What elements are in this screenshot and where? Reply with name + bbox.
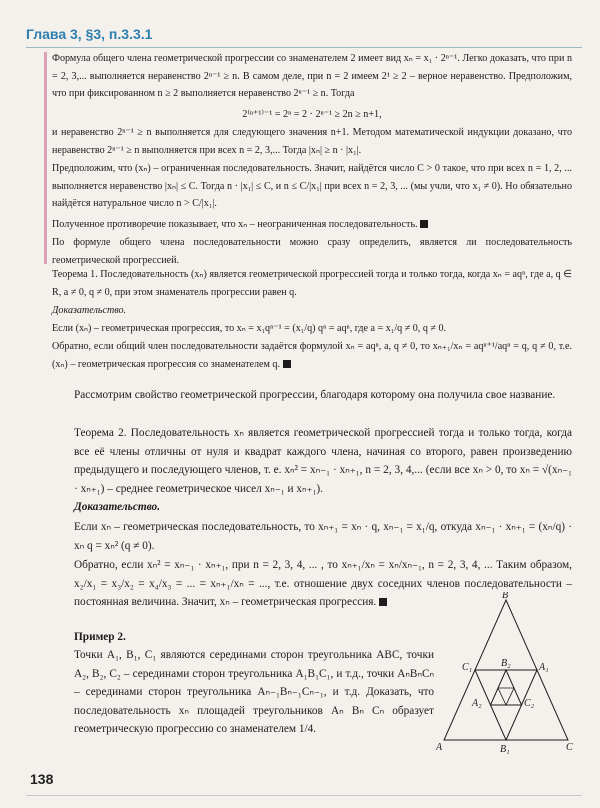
- paragraph-induction: и неравенство 2ⁿ⁻¹ ≥ n выполняется для следующего значения n+1. Методом математической индукции доказано, что неравенство 2ⁿ⁻¹ ≥ n выполняется при всех n = 2, 3,... Тогда |xₙ| ≥ n · |x₁|.: [52, 127, 572, 156]
- label-c: C: [566, 742, 573, 753]
- footer-rule: [26, 795, 582, 796]
- formula-induction: 2⁽ⁿ⁺¹⁾⁻¹ = 2ⁿ = 2 · 2ⁿ⁻¹ ≥ 2n ≥ n+1,: [242, 109, 382, 120]
- triangle-a2b2c2: [491, 670, 522, 705]
- label-b1: B₁: [500, 744, 510, 754]
- contradiction-text: Полученное противоречие показывает, что xₙ – неограниченная последовательность.: [52, 219, 418, 230]
- proof-1-converse: [52, 338, 572, 373]
- triangles-figure: [436, 592, 576, 754]
- proof-label-2: Доказательство.: [74, 501, 161, 513]
- label-a2: A₂: [472, 698, 482, 709]
- paragraph-intro: Формула общего члена геометрической прогрессии со знаменателем 2 имеет вид xₙ = x₁ · 2ⁿ⁻¹. Легко доказать, что при n = 2, 3,... выполняется неравенство 2ⁿ⁻¹ ≥ n. В самом деле, при n = 2 имеем 2¹ ≥ 2 – верное неравенство. Предположим, что при фиксированном n ≥ 2 выполняется неравенство 2ⁿ⁻¹ ≥ n. Тогда: [52, 53, 572, 99]
- proof-1-converse-text: Обратно, если общий член последовательности задаётся формулой xₙ = aqⁿ, a, q ≠ 0, то xₙ₊₁/xₙ = aqⁿ⁺¹/aqⁿ = q, q ≠ 0, т.е. (xₙ) – геометрическая прогрессия со знаменателем q.: [52, 341, 572, 370]
- end-of-proof-icon: [420, 220, 428, 228]
- proof-label-1: Доказательство.: [52, 305, 127, 316]
- example-label: Пример 2.: [74, 631, 126, 643]
- label-b: B: [502, 592, 509, 601]
- chapter-heading: Глава 3, §3, п.3.3.1: [26, 26, 153, 42]
- example-text: Точки A₁, B₁, C₁ являются серединами сторон треугольника ABC, точки A₂, B₂, C₂ – серединами сторон треугольника A₁B₁C₁, и т.д., точки AₙBₙCₙ – серединами сторон треугольника Aₙ₋₁Bₙ₋₁Cₙ₋₁, и т.д. Доказать, что последовательность xₙ площадей треугольников Aₙ Bₙ Cₙ образует геометрическую прогрессию со знаменателем 1/4.: [74, 649, 434, 736]
- end-of-proof-icon: [283, 360, 291, 368]
- proof-2-forward: Если xₙ – геометрическая последовательность, то xₙ₊₁ = xₙ · q, xₙ₋₁ = x₁/q, откуда xₙ₋₁ · xₙ₊₁ = (xₙ/q) · xₙ q = xₙ² (q ≠ 0).: [74, 521, 572, 552]
- margin-bar: [44, 52, 47, 264]
- label-c2: C₂: [524, 698, 535, 709]
- paragraph-contradiction: [52, 216, 572, 234]
- label-a: A: [436, 742, 443, 753]
- paragraph-formula: По формуле общего члена последовательности можно сразу определить, является ли последовательность геометрической прогрессией.: [52, 237, 572, 266]
- paragraph-bounded: Предположим, что (xₙ) – ограниченная последовательность. Значит, найдётся число C > 0 такое, что при всех n = 1, 2, ... выполняется неравенство |xₙ| ≤ C. Тогда n · |x₁| ≤ C, и n ≤ C/|x₁| при всех n = 2, 3, ... (мы учли, что x₁ ≠ 0). Но обязательно найдётся натуральное число n > C/|x₁|.: [52, 163, 572, 209]
- label-a1: A₁: [539, 662, 549, 673]
- end-of-proof-icon: [379, 598, 387, 606]
- label-b2: B₂: [501, 658, 511, 669]
- theorem-2: Теорема 2. Последовательность xₙ является геометрической прогрессией тогда и только тогда, когда все её члены отличны от нуля и квадрат каждого члена, начиная со второго, равен произведению предыдущего и последующего членов, т. е. xₙ² = xₙ₋₁ · xₙ₊₁, n = 2, 3, 4,... (если все xₙ > 0, то xₙ = √(xₙ₋₁ · xₙ₊₁) – среднее геометрическое чисел xₙ₋₁ и xₙ₊₁).: [74, 427, 572, 495]
- paragraph-property: Рассмотрим свойство геометрической прогрессии, благодаря которому она получила свое название.: [74, 389, 556, 401]
- proof-1-forward: Если (xₙ) – геометрическая прогрессия, то xₙ = x₁qⁿ⁻¹ = (x₁/q) qⁿ = aqⁿ, где a = x₁/q ≠ 0, q ≠ 0.: [52, 323, 447, 334]
- page-number: 138: [30, 771, 54, 787]
- proof-2-converse-text: Обратно, если xₙ² = xₙ₋₁ · xₙ₊₁, при n = 2, 3, 4, ... , то xₙ₊₁/xₙ = xₙ/xₙ₋₁, n = 2, 3, 4, ... Таким образом, x₂/x₁ = x₃/x₂ = x₄/x₃ = ... = xₙ₊₁/xₙ = ..., т.е. отношение двух соседних членов последовательности – постоянная величина. Значит, xₙ – геометрическая прогрессия.: [74, 559, 572, 609]
- triangle-a3b3c3: [498, 688, 514, 705]
- theorem-1: Теорема 1. Последовательность (xₙ) является геометрической прогрессией тогда и только тогда, когда xₙ = aqⁿ, где a, q ∈ R, a ≠ 0, q ≠ 0, при этом знаменатель прогрессии равен q.: [52, 269, 572, 298]
- label-c1: C₁: [462, 662, 473, 673]
- header-rule: [26, 47, 582, 48]
